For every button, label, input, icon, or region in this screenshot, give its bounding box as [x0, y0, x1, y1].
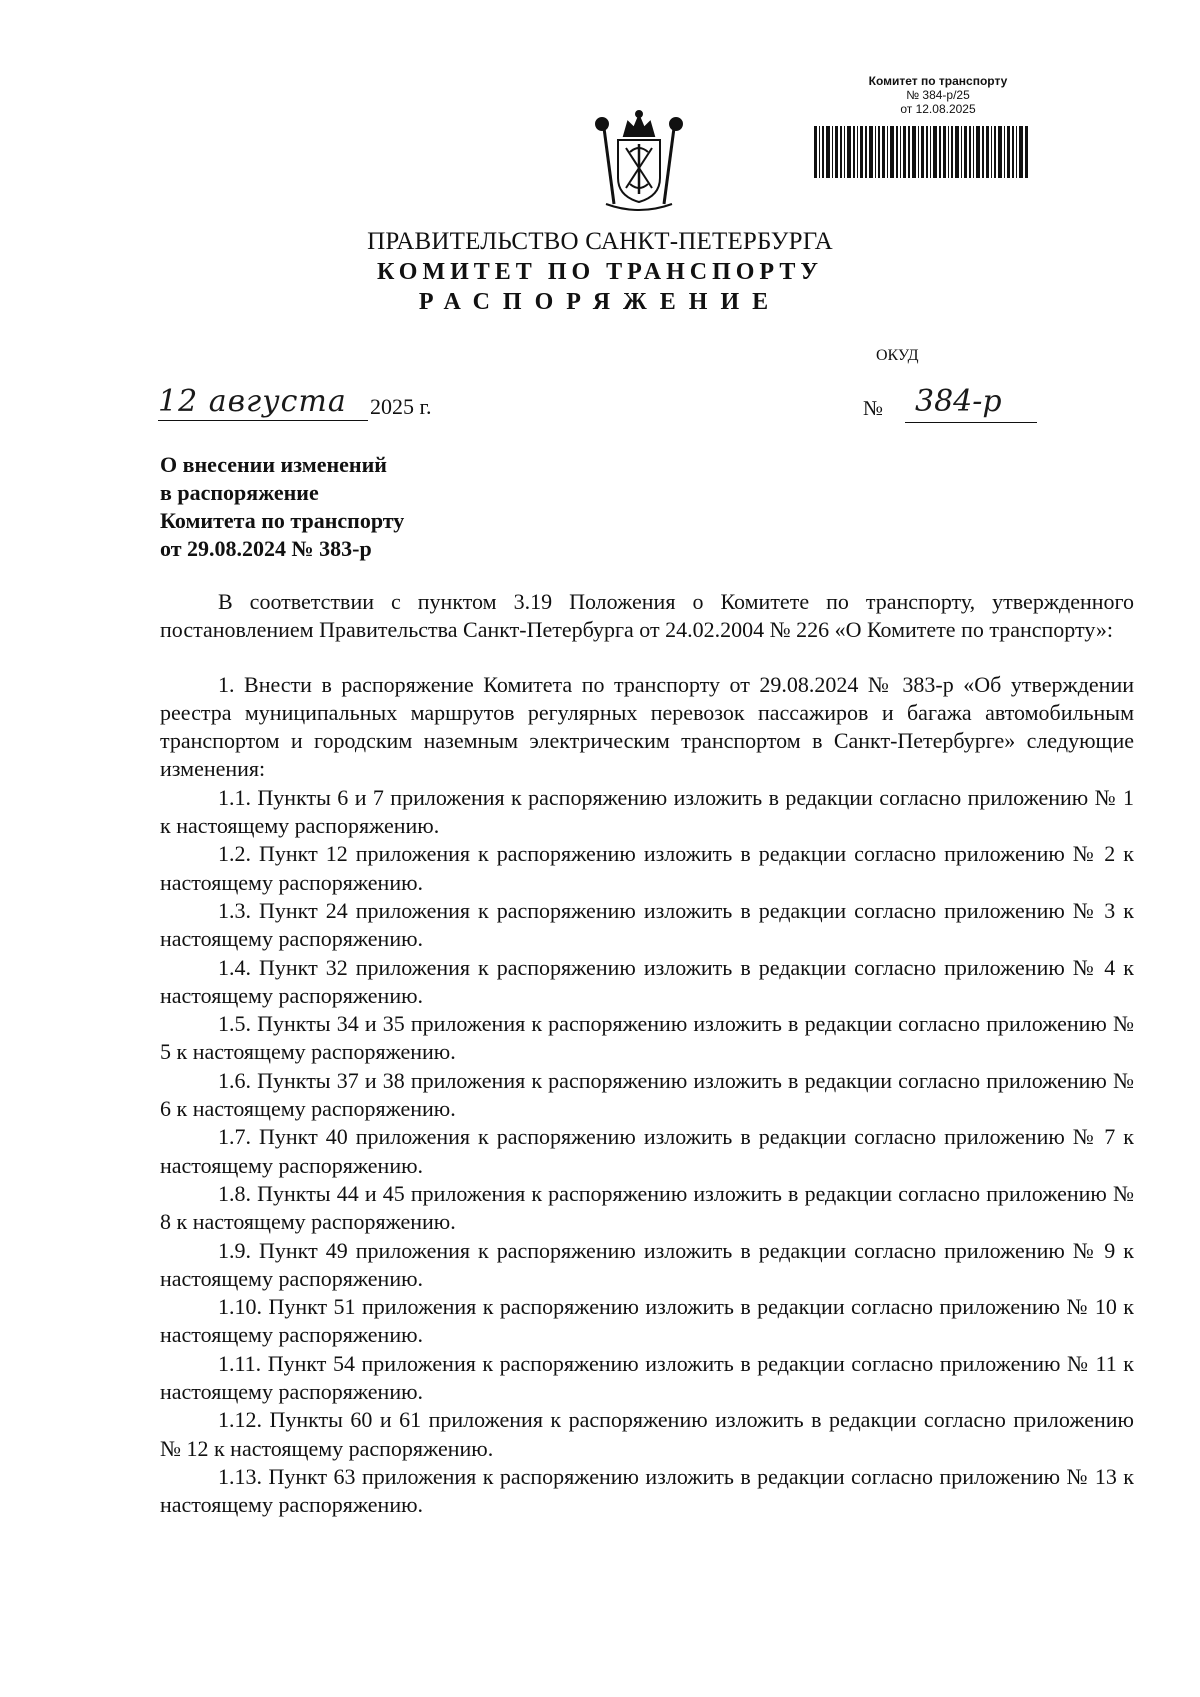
okud-label: ОКУД	[876, 347, 919, 364]
subitem: 1.10. Пункт 51 приложения к распоряжению изложить в редакции согласно приложению № 10 к настоящему распоряжению.	[160, 1294, 1134, 1348]
registration-stamp	[838, 74, 1038, 116]
document-date	[158, 384, 458, 424]
subitem: 1.5. Пункты 34 и 35 приложения к распоряжению изложить в редакции согласно приложению № 5 к настоящему распоряжению.	[160, 1011, 1134, 1065]
barcode-icon	[812, 126, 1030, 178]
government-name: ПРАВИТЕЛЬСТВО САНКТ-ПЕТЕРБУРГА	[367, 228, 833, 255]
subitem: 1.12. Пункты 60 и 61 приложения к распоряжению изложить в редакции согласно приложению № 12 к настоящему распоряжению.	[160, 1407, 1134, 1461]
title-line: Комитета по транспорту	[160, 508, 405, 533]
coat-of-arms-icon	[584, 108, 694, 216]
stamp-org: Комитет по транспорту	[868, 74, 1008, 88]
subitem: 1.6. Пункты 37 и 38 приложения к распоряжению изложить в редакции согласно приложению № 6 к настоящему распоряжению.	[160, 1067, 1134, 1122]
date-year: 2025 г.	[370, 394, 432, 419]
preamble: В соответствии с пунктом 3.19 Положения о Комитете по транспорту, утвержденного постановлением Правительства Санкт-Петербурга от 24.02.2004 № 226 «О Комитете по транспорту»:	[160, 589, 1134, 643]
title-line: О внесении изменений	[160, 452, 387, 477]
date-handwritten: 12 августа	[158, 384, 347, 419]
stamp-reg-date: от 12.08.2025	[900, 102, 976, 116]
document-body	[160, 588, 1134, 1520]
date-underline	[158, 420, 368, 421]
subitem: 1.2. Пункт 12 приложения к распоряжению изложить в редакции согласно приложению № 2 к настоящему распоряжению.	[160, 841, 1134, 895]
number-underline	[905, 422, 1037, 423]
stamp-reg-number: № 384-р/25	[906, 88, 970, 102]
title-line: от 29.08.2024 № 383-р	[160, 536, 372, 561]
subitem: 1.1. Пункты 6 и 7 приложения к распоряжению изложить в редакции согласно приложению № 1 к настоящему распоряжению.	[160, 784, 1134, 839]
number-handwritten: 384-р	[915, 384, 1002, 419]
subitem: 1.9. Пункт 49 приложения к распоряжению изложить в редакции согласно приложению № 9 к настоящему распоряжению.	[160, 1237, 1134, 1291]
title-line: в распоряжение	[160, 480, 319, 505]
subitem: 1.4. Пункт 32 приложения к распоряжению изложить в редакции согласно приложению № 4 к настоящему распоряжению.	[160, 954, 1134, 1008]
point-1: 1. Внести в распоряжение Комитета по транспорту от 29.08.2024 № 383-р «Об утверждении реестра муниципальных маршрутов регулярных перевозок пассажиров и багажа автомобильным транспортом и городским наземным электрическим транспортом в Санкт-Петербурге» следующие изменения:	[160, 671, 1134, 782]
document-type: РАСПОРЯЖЕНИЕ	[418, 289, 782, 315]
subitem: 1.3. Пункт 24 приложения к распоряжению изложить в редакции согласно приложению № 3 к настоящему распоряжению.	[160, 897, 1134, 952]
subitem: 1.13. Пункт 63 приложения к распоряжению изложить в редакции согласно приложению № 13 к настоящему распоряжению.	[160, 1463, 1134, 1518]
document-number	[863, 384, 1063, 424]
subitem: 1.7. Пункт 40 приложения к распоряжению изложить в редакции согласно приложению № 7 к настоящему распоряжению.	[160, 1124, 1134, 1178]
committee-name: КОМИТЕТ ПО ТРАНСПОРТУ	[377, 259, 823, 285]
number-sign: №	[863, 396, 884, 420]
subitem: 1.11. Пункт 54 приложения к распоряжению изложить в редакции согласно приложению № 11 к настоящему распоряжению.	[160, 1350, 1134, 1405]
document-title	[160, 451, 580, 563]
subitem: 1.8. Пункты 44 и 45 приложения к распоряжению изложить в редакции согласно приложению № 8 к настоящему распоряжению.	[160, 1180, 1134, 1235]
